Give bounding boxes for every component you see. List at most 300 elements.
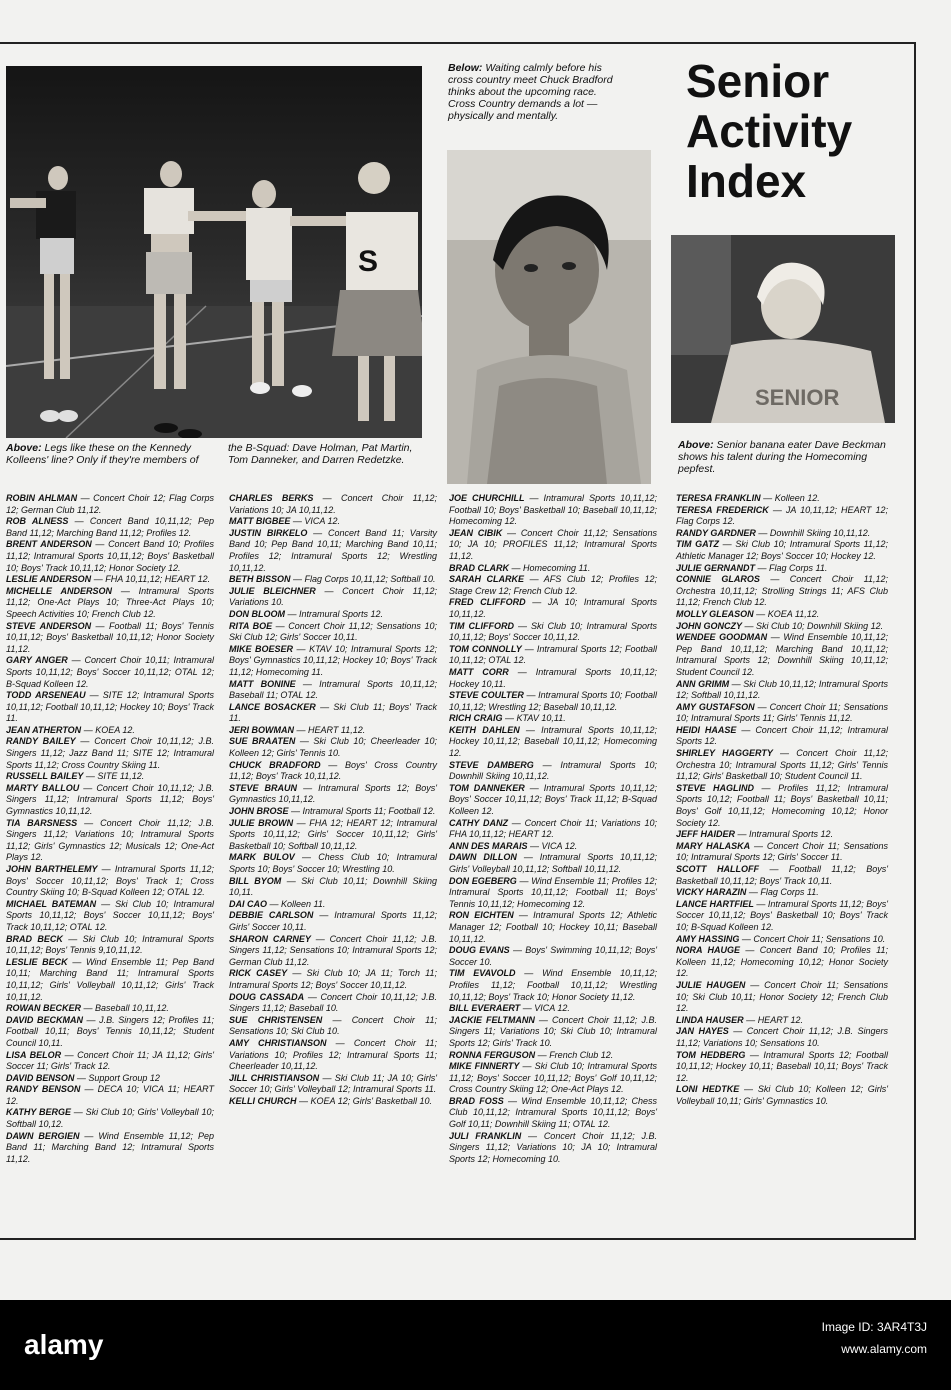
student-name: VICKY HARAZIN <box>676 887 747 898</box>
photo-dave-beckman <box>671 235 895 423</box>
student-activities: Concert Choir 11; Sensations 10. <box>753 933 886 944</box>
entry-dash: — <box>523 690 539 701</box>
student-activities: Intramural Sports 10,11,12; Boys' Soccer 10,11,12; Boys' Track 11,12; B-Squad Kolleen 12. <box>449 782 657 817</box>
entry-dash: — <box>315 585 343 596</box>
student-name: JULIE BLEICHNER <box>229 585 316 596</box>
index-entry <box>676 632 888 678</box>
student-activities: Wind Ensemble 10,11,12; Profiles 11,12; Football 10,11,12; Wrestling 10,11,12; Boys' Track 10; Honor Society 11,12. <box>449 968 657 1002</box>
index-entry <box>229 899 437 911</box>
student-activities: Ski Club 11; JA 10; Girls' Soccer 10; Girls' Volleyball 12; Intramural Sports 11. <box>229 1072 437 1095</box>
entry-dash: — <box>67 956 86 967</box>
entry-dash: — <box>755 527 770 538</box>
student-activities: Ski Club 10; Cheerleader 10; Kolleen 12; Girls' Tennis 10. <box>229 736 437 759</box>
student-name: JULI FRANKLIN <box>449 1130 522 1141</box>
index-entry <box>6 574 214 586</box>
student-activities: Concert Choir 11,12; Sensations 10; Ski Club 12; Girls' Soccer 10,11. <box>229 620 438 643</box>
caption-text-above-left-cont: the B-Squad: Dave Holman, Pat Martin, Tom Danneker, and Darren Redetzke. <box>228 442 413 466</box>
student-name: CATHY DANZ <box>449 817 508 828</box>
entry-dash: — <box>502 527 521 538</box>
student-activities: Concert Choir 10,11,12; J.B. Singers 11,12; Intramural Sports 11,12; Boys' Gymnastics 10,11,12. <box>6 782 214 817</box>
alamy-logo: alamy <box>24 1329 104 1360</box>
entry-dash: — <box>524 493 544 503</box>
index-entry <box>6 899 214 934</box>
entry-dash: — <box>524 782 544 793</box>
student-activities: Flag Corps 11. <box>769 562 828 573</box>
student-activities: FHA 12; HEART 12; Intramural Sports 10,11,12; Girls' Soccer 10,11,12; Girls' Basketball 10; Softball 10,11,12. <box>229 817 437 851</box>
student-name: STEVE ANDERSON <box>6 620 92 631</box>
student-activities: Wind Ensemble 11,12; Pep Band 11; Marching Band 12; Intramural Sports 11,12. <box>6 1130 214 1164</box>
entry-dash: — <box>91 539 109 550</box>
student-activities: Boys' Cross Country 11,12; Boys' Track 10,11,12. <box>229 759 437 782</box>
index-entry <box>449 852 657 875</box>
index-entry <box>449 1131 657 1166</box>
index-entry <box>229 679 437 702</box>
entry-dash: — <box>77 493 94 503</box>
image-id-text: Image ID: 3AR4T3J <box>821 1320 927 1334</box>
student-activities: Intramural Sports 10; Downhill Skiing 10,11,12. <box>449 759 657 782</box>
index-entry <box>6 1015 214 1050</box>
student-name: DAI CAO <box>229 898 267 909</box>
index-column-2 <box>229 493 437 1107</box>
index-entry <box>6 586 214 621</box>
student-name: JEAN ATHERTON <box>6 724 82 735</box>
student-name: LESLIE ANDERSON <box>6 574 92 585</box>
student-name: FRED CLIFFORD <box>449 597 526 608</box>
index-entry <box>6 934 214 957</box>
student-name: BRAD CLARK <box>449 562 509 573</box>
student-name: JUSTIN BIRKELO <box>229 527 308 538</box>
index-entry <box>676 841 888 864</box>
student-activities: Concert Choir 11,12; J.B. Singers 11,12; Sensations 10; Intramural Sports 12; German Club 11,12. <box>229 933 437 967</box>
student-name: DAWN DILLON <box>449 852 517 863</box>
index-entry <box>449 1096 657 1131</box>
entry-dash: — <box>527 840 542 851</box>
index-entry <box>676 539 888 562</box>
index-entry <box>676 864 888 887</box>
entry-dash: — <box>507 817 525 828</box>
student-name: SARAH CLARKE <box>449 574 525 585</box>
student-name: JULIE HAUGEN <box>676 979 746 990</box>
student-activities: SITE 11,12. <box>97 771 145 782</box>
student-activities: Intramural Sports 11,12; Girls' Soccer 10,11. <box>229 910 437 932</box>
index-entry <box>676 621 888 633</box>
entry-dash: — <box>742 620 757 631</box>
index-entry <box>449 528 657 563</box>
entry-dash: — <box>285 608 300 619</box>
page-title <box>686 56 901 206</box>
student-activities: Ski Club 10; Intramural Sports 11,12; Boys' Soccer 10,11,12; Boys' Golf 10,11,12; Cross Country Skiing 12; One-Act Plays 12. <box>449 1061 657 1095</box>
entry-dash: — <box>96 898 116 909</box>
entry-dash: — <box>288 806 303 817</box>
entry-dash: — <box>281 875 302 886</box>
student-activities: Intramural Sports 12; Football 10,11,12; Hockey 10,11; Baseball 10,11; Boys' Track 12. <box>676 1049 888 1083</box>
index-entry <box>6 725 214 737</box>
student-activities: Ski Club 10; Intramural Sports 10,11,12; Boys' Soccer 10,11,12. <box>449 620 657 643</box>
index-entry <box>229 1096 437 1108</box>
entry-dash: — <box>294 852 319 863</box>
index-entry <box>229 725 437 737</box>
caption-kolleens-left <box>6 442 212 466</box>
index-entry <box>6 864 214 899</box>
entry-dash: — <box>91 620 109 631</box>
student-activities: VICA 12. <box>534 1003 570 1014</box>
entry-dash: — <box>516 852 540 863</box>
student-name: ANN GRIMM <box>676 678 730 689</box>
student-activities: KOEA 12. <box>95 724 135 735</box>
index-entry <box>229 818 437 853</box>
student-name: CHUCK BRADFORD <box>229 759 321 770</box>
student-name: ROWAN BECKER <box>6 1003 82 1014</box>
student-activities: Intramural Sports 12. <box>299 608 384 619</box>
student-name: RITA BOE <box>229 620 273 631</box>
entry-dash: — <box>759 574 790 585</box>
student-activities: Intramural Sports 11,12; Boys' Soccer 10,11,12; Boys' Basketball 10; Boys' Track 10; B-Squad Kolleen 12. <box>676 898 888 932</box>
caption-kolleens-right <box>228 442 420 466</box>
student-activities: Concert Choir 12; Flag Corps 12; German Club 11,12. <box>6 493 214 515</box>
student-name: LESLIE BECK <box>6 956 68 967</box>
title-line-activity: Activity <box>686 105 853 157</box>
student-activities: Concert Choir 11,12; J.B. Singers 11,12; Variations 10; Intramural Sports 11,12; Girls' Gymnastics 12; Musicals 12; One-Act Plays 12. <box>6 817 214 863</box>
entry-dash: — <box>521 643 537 654</box>
student-name: RANDY BAILEY <box>6 736 76 747</box>
entry-dash: — <box>740 945 760 956</box>
index-entry <box>449 968 657 1003</box>
student-name: MARTY BALLOU <box>6 782 80 793</box>
index-entry <box>449 493 657 528</box>
student-activities: Intramural Sports 12; Boys' Gymnastics 10,11,12. <box>229 782 437 805</box>
index-entry <box>449 1050 657 1062</box>
entry-dash: — <box>293 817 310 828</box>
index-entry <box>676 887 888 899</box>
kolleens-photo-image <box>6 66 422 438</box>
index-entry <box>229 783 437 806</box>
student-name: JULIE GERNANDT <box>676 562 756 573</box>
student-name: RON EICHTEN <box>449 910 514 921</box>
index-entry <box>229 1038 437 1073</box>
index-entry <box>6 1050 214 1073</box>
index-entry <box>229 516 437 528</box>
student-name: MOLLY GLEASON <box>676 608 754 619</box>
index-entry <box>229 586 437 609</box>
student-name: JOHN BARTHELEMY <box>6 864 98 874</box>
entry-dash: — <box>729 678 744 689</box>
student-activities: DECA 10; VICA 11; HEART 12. <box>6 1084 214 1106</box>
student-name: DOUG CASSADA <box>229 991 305 1002</box>
student-activities: Intramural Sports 10,11,12; Girls' Volleyball 10,11,12; Softball 10,11,12. <box>449 852 657 874</box>
entry-dash: — <box>534 1014 552 1025</box>
index-entry <box>229 760 437 783</box>
student-activities: Intramural Sports 12; Football 10,11,12; OTAL 12. <box>449 643 657 666</box>
student-name: MIKE BOESER <box>229 643 294 654</box>
entry-dash: — <box>81 724 96 735</box>
student-name: MICHELLE ANDERSON <box>6 585 112 596</box>
student-name: ROB ALNESS <box>6 516 69 527</box>
index-entry <box>229 806 437 818</box>
entry-dash: — <box>83 771 98 782</box>
index-entry <box>6 539 214 574</box>
student-activities: Wind Ensemble 11; Pep Band 10,11; Marching Band 11; Intramural Sports 10,11,12; Girls' Volleyball 10,11,12; Girls' Track 10,11,12. <box>6 956 214 1002</box>
student-activities: Intramural Sports 11,12; Boys' Soccer 10,11,12; Boys' Track 1; Cross Country Skiing 10; B-Squad Kolleen 12; OTAL 12. <box>6 864 214 898</box>
student-activities: Wind Ensemble 10,11,12; Chess Club 10,11,12; Intramural Sports 10,11,12; Boys' Golf 10,11; Downhill Skiing 11; OTAL 12. <box>449 1095 657 1130</box>
entry-dash: — <box>307 527 328 538</box>
entry-dash: — <box>735 829 750 840</box>
student-activities: Profiles 11,12; Intramural Sports 10,12; Football 11; Boys' Basketball 10,11; Boys' Golf 10,11,12; Homecoming 10,12; Honor Society 12. <box>676 782 888 828</box>
index-entry <box>449 713 657 725</box>
student-name: MARY HALASKA <box>676 840 751 851</box>
student-name: JOHN GONCZY <box>676 620 743 631</box>
student-name: MATT BONINE <box>229 678 296 689</box>
student-activities: Concert Band 10,11,12; Pep Band 11,12; Marching Band 11,12; Profiles 12. <box>6 516 214 538</box>
entry-dash: — <box>322 1014 352 1025</box>
entry-dash: — <box>97 864 115 874</box>
student-name: LANCE BOSACKER <box>229 701 316 712</box>
student-activities: VICA 12. <box>541 840 578 851</box>
entry-dash: — <box>313 493 341 503</box>
student-name: STEVE BRAUN <box>229 782 298 793</box>
entry-dash: — <box>509 562 524 573</box>
index-entry <box>676 945 888 980</box>
index-entry <box>6 493 214 516</box>
student-activities: SITE 12; Intramural Sports 10,11,12; Football 10,11,12; Hockey 10; Boys' Track 11. <box>6 690 214 724</box>
student-activities: Ski Club 10; Intramural Sports 10,11,12; Boys' Tennis 9,10,11,12. <box>6 933 214 956</box>
student-name: MICHAEL BATEMAN <box>6 898 97 909</box>
student-name: KELLI CHURCH <box>229 1095 297 1106</box>
caption-cross-country <box>448 62 626 122</box>
entry-dash: — <box>267 898 282 909</box>
entry-dash: — <box>74 1072 89 1083</box>
index-entry <box>676 783 888 829</box>
index-entry <box>676 679 888 702</box>
student-activities: Concert Choir 11; Sensations 10; Ski Club 10,11; Honor Society 12; French Club 12. <box>676 979 888 1014</box>
index-entry <box>449 1061 657 1096</box>
caption-label-above-right: Above: <box>678 439 714 451</box>
entry-dash: — <box>319 1072 335 1083</box>
index-column-4 <box>676 493 888 1107</box>
chuck-bradford-photo-image <box>447 150 651 484</box>
student-name: TIA BARSNESS <box>6 817 78 828</box>
caption-label-above: Above: <box>6 442 42 454</box>
index-entry <box>6 957 214 1003</box>
student-name: STEVE COULTER <box>449 690 524 701</box>
photo-kolleens-line <box>6 66 422 438</box>
student-activities: Ski Club 10,11,12; Intramural Sports 12; Softball 10,11,12. <box>676 678 888 701</box>
student-name: RICK CASEY <box>229 968 288 979</box>
student-activities: Intramural Sports 10,11,12; Hockey 10,11,12; Baseball 10,11,12; Homecoming 12. <box>449 724 657 759</box>
student-name: DAWN BERGIEN <box>6 1130 80 1141</box>
student-name: BILL BYOM <box>229 875 282 886</box>
index-entry <box>6 783 214 818</box>
student-activities: Ski Club 10; Kolleen 12; Girls' Volleyball 10,11; Girls' Gymnastics 10. <box>676 1084 888 1106</box>
student-name: BRAD BECK <box>6 933 63 944</box>
student-name: ROBIN AHLMAN <box>6 493 78 503</box>
entry-dash: — <box>502 713 517 724</box>
student-name: JULIE BROWN <box>229 817 294 828</box>
student-name: DAVID BECKMAN <box>6 1014 83 1025</box>
footer-ids <box>822 1316 927 1360</box>
entry-dash: — <box>745 979 765 990</box>
jersey-letter: S <box>358 245 379 278</box>
index-entry <box>676 493 888 505</box>
student-name: JOHN BROSE <box>229 806 289 817</box>
index-entry <box>676 702 888 725</box>
student-activities: FHA 10,11,12; HEART 12. <box>105 574 211 585</box>
index-entry <box>229 992 437 1015</box>
student-activities: Intramural Sports 10,11,12; Hockey 10,11. <box>449 666 657 689</box>
entry-dash: — <box>508 666 536 677</box>
student-activities: VICA 12. <box>304 516 341 527</box>
entry-dash: — <box>290 574 305 585</box>
student-activities: Homecoming 11. <box>523 562 591 573</box>
index-entry <box>6 1003 214 1015</box>
student-name: LANCE HARTFIEL <box>676 898 754 909</box>
entry-dash: — <box>767 632 784 643</box>
entry-dash: — <box>295 678 320 689</box>
index-entry <box>676 505 888 528</box>
student-activities: Concert Choir 10,11; Intramural Sports 10,11,12; Boys' Soccer 10,11,12; OTAL 12; B-Squad Kolleen 12. <box>6 655 214 689</box>
entry-dash: — <box>746 887 761 898</box>
student-name: TIM GATZ <box>676 539 719 550</box>
student-name: SUE BRAATEN <box>229 736 296 747</box>
entry-dash: — <box>91 574 106 585</box>
index-entry <box>449 783 657 818</box>
student-activities: Support Group 12 <box>88 1072 160 1083</box>
student-activities: Ski Club 10; Downhill Skiing 12. <box>756 620 884 631</box>
index-entry <box>449 563 657 575</box>
student-name: SHARON CARNEY <box>229 933 311 944</box>
student-activities: Concert Choir 11,12; J.B. Singers 11,12; Variations 10; Sensations 10. <box>676 1026 888 1048</box>
student-name: SHIRLEY HAGGERTY <box>676 748 773 759</box>
entry-dash: — <box>67 655 85 666</box>
entry-dash: — <box>754 782 779 793</box>
student-name: TOM DANNEKER <box>449 782 525 793</box>
student-name: GARY ANGER <box>6 655 68 666</box>
student-name: RUSSELL BAILEY <box>6 771 84 782</box>
caption-label-below: Below: <box>448 62 483 74</box>
entry-dash: — <box>509 945 526 956</box>
index-entry <box>676 1084 888 1107</box>
index-entry <box>676 1015 888 1027</box>
student-activities: Flag Corps 10,11,12; Softball 10. <box>304 574 436 585</box>
index-entry <box>229 1015 437 1038</box>
student-activities: JA 10,11,12; HEART 12; Flag Corps 12. <box>676 504 888 527</box>
student-activities: Intramural Sports 10; Football 10,11,12; Wrestling 12; Baseball 10,11,12. <box>449 690 657 712</box>
entry-dash: — <box>85 690 103 701</box>
entry-dash: — <box>82 1014 100 1025</box>
entry-dash: — <box>313 910 335 921</box>
entry-dash: — <box>68 516 90 527</box>
entry-dash: — <box>320 759 345 770</box>
index-entry <box>449 818 657 841</box>
shirt-text: SENIOR <box>755 385 840 410</box>
entry-dash: — <box>62 933 83 944</box>
index-entry <box>676 1026 888 1049</box>
student-activities: Chess Club 10; Intramural Sports 10; Boys' Soccer 10; Wrestling 10. <box>229 852 437 874</box>
index-entry <box>676 609 888 621</box>
student-activities: Wind Ensemble 10,11,12; Pep Band 10,11,12; Marching Band 10,11,12; Intramural Sports 12; Downhill Skiing 10,11,12; Student Council 12. <box>676 632 888 677</box>
student-activities: Concert Band 10; Profiles 11,12; Intramural Sports 10,11,12; Boys' Basketball 10; Boys' Track 10,11,12; Honor Society 12. <box>6 539 214 573</box>
student-activities: Football 11,12; Boys' Basketball 10,11,12; Boys' Track 10,11. <box>676 864 888 886</box>
index-entry <box>6 818 214 864</box>
student-activities: KTAV 10,11. <box>516 713 566 724</box>
index-entry <box>449 690 657 713</box>
entry-dash: — <box>287 968 307 979</box>
index-entry <box>449 597 657 620</box>
student-name: HEIDI HAASE <box>676 724 737 735</box>
student-name: NORA HAUGE <box>676 945 741 956</box>
student-name: DON EGEBERG <box>449 875 517 886</box>
student-name: JILL CHRISTIANSON <box>229 1072 320 1083</box>
student-activities: HEART 12. <box>757 1014 804 1025</box>
entry-dash: — <box>503 1095 522 1106</box>
student-activities: Concert Choir 11; Sensations 10; Intramural Sports 11; Girls' Tennis 11,12. <box>676 701 888 724</box>
student-activities: HEART 11,12. <box>308 724 366 735</box>
dave-beckman-photo-image <box>671 235 895 423</box>
caption-banana-eater <box>678 439 888 475</box>
student-activities: Ski Club 10; Girls' Volleyball 10; Softball 10,12. <box>6 1107 214 1130</box>
index-entry <box>449 644 657 667</box>
entry-dash: — <box>772 748 797 759</box>
index-entry <box>229 934 437 969</box>
entry-dash: — <box>81 1003 96 1014</box>
entry-dash: — <box>736 724 756 735</box>
index-entry <box>676 829 888 841</box>
student-activities: French Club 12. <box>549 1049 614 1060</box>
entry-dash: — <box>272 620 289 631</box>
student-name: KATHY BERGE <box>6 1107 71 1118</box>
entry-dash: — <box>304 991 321 1002</box>
entry-dash: — <box>739 933 754 944</box>
student-name: AMY HASSING <box>676 933 740 944</box>
student-activities: Concert Choir 10,11,12; J.B. Singers 11,12; Jazz Band 11; SITE 12; Intramural Sports 11,12; Cross Country Skiing 11. <box>6 736 214 770</box>
index-entry <box>676 563 888 575</box>
index-entry <box>676 574 888 609</box>
entry-dash: — <box>79 1130 99 1141</box>
student-activities: Baseball 10,11,12. <box>95 1003 169 1014</box>
student-activities: Intramural Sports 11,12; One-Act Plays 10; Three-Act Plays 10; Speech Activities 10; French Club 12. <box>6 585 215 619</box>
index-entry <box>229 876 437 899</box>
student-activities: Ski Club 10; Intramural Sports 10,11,12; Boys' Soccer 10,11,12; Boys' Track 10,11,12; OTAL 12. <box>6 898 214 932</box>
student-activities: Concert Choir 10,11,12; J.B. Singers 11,12; Baseball 10. <box>229 991 437 1014</box>
student-activities: Ski Club 10; JA 11; Torch 11; Intramural Sports 12; Boys' Soccer 10,11,12. <box>229 968 437 990</box>
index-entry <box>449 1003 657 1015</box>
student-activities: Flag Corps 11. <box>760 887 819 898</box>
student-name: BRAD FOSS <box>449 1095 504 1106</box>
student-activities: J.B. Singers 12; Profiles 11; Football 10,11; Boys' Tennis 10,11,12; Student Council 10,11. <box>6 1014 214 1048</box>
entry-dash: — <box>758 864 789 874</box>
student-activities: Ski Club 10,11; Downhill Skiing 10,11. <box>229 875 437 898</box>
student-activities: Concert Choir 11,12; J.B. Singers 11,12; Variations 10; JA 10; Intramural Sports 12; Homecoming 10. <box>449 1130 657 1164</box>
index-entry <box>6 771 214 783</box>
entry-dash: — <box>533 759 561 770</box>
student-activities: Concert Choir 11,12; Orchestra 10; Intramural Sports 11,12; Girls' Tennis 11,12; Girls' Basketball 10; Student Council 11. <box>676 748 888 782</box>
entry-dash: — <box>755 562 770 573</box>
entry-dash: — <box>515 968 543 979</box>
index-entry <box>229 574 437 586</box>
student-name: SUE CHRISTENSEN <box>229 1014 323 1025</box>
student-activities: Ski Club 11; Boys' Track 11. <box>229 701 437 724</box>
student-activities: Concert Band 11; Varsity Band 10; Pep Band 10,11; Marching Band 10,11; Profiles 12; Intramural Sports 12; Wrestling 10,11,12. <box>229 527 437 573</box>
student-activities: Kolleen 11. <box>281 898 326 909</box>
index-entry <box>229 1073 437 1096</box>
entry-dash: — <box>77 817 101 828</box>
index-entry <box>229 493 437 516</box>
entry-dash: — <box>754 701 770 712</box>
student-name: TOM HEDBERG <box>676 1049 746 1060</box>
student-name: AMY CHRISTIANSON <box>229 1037 327 1048</box>
student-activities: Ski Club 10; Intramural Sports 11,12; Athletic Manager 12; Boys' Soccer 10; Hockey 12. <box>676 539 888 561</box>
student-activities: Concert Choir 11,12; J.B. Singers 11; Variations 10; Ski Club 10; Intramural Sports 12; Girls' Track 10. <box>449 1014 657 1048</box>
student-activities: Concert Choir 11,12; Sensations 10; JA 10; PROFILES 11,12; Intramural Sports 11,12. <box>449 527 657 561</box>
